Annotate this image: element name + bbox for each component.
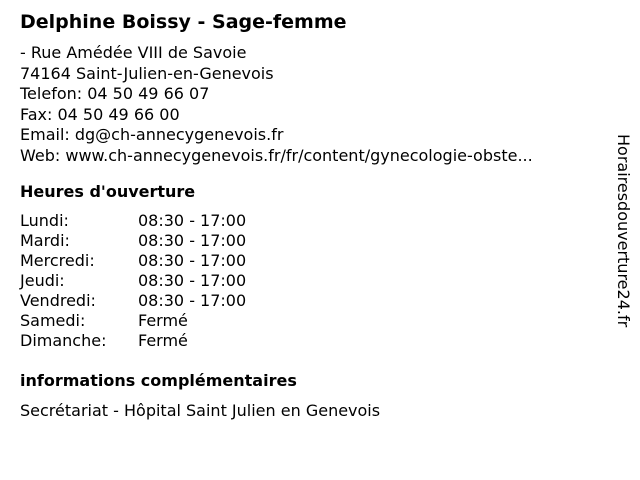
day-label: Jeudi: [20, 271, 65, 290]
hours-row [20, 271, 610, 291]
time-value: 08:30 - 17:00 [138, 291, 247, 310]
hours-heading: Heures d'ouverture [20, 182, 196, 201]
website-link[interactable]: Web: www.ch-annecygenevois.fr/fr/content/gynecologie-obste... [20, 145, 533, 165]
day-label: Mercredi: [20, 251, 95, 270]
phone-number[interactable]: Telefon: 04 50 49 66 07 [20, 84, 210, 103]
time-value: 08:30 - 17:00 [138, 271, 247, 290]
time-value: Fermé [138, 311, 188, 330]
day-label: Vendredi: [20, 291, 96, 310]
info-text: Secrétariat - Hôpital Saint Julien en Genevois [20, 401, 381, 420]
day-label: Mardi: [20, 231, 70, 250]
day-label: Dimanche: [20, 331, 107, 350]
day-label: Lundi: [20, 211, 69, 230]
time-value: 08:30 - 17:00 [138, 231, 247, 250]
email-link[interactable]: Email: dg@ch-annecygenevois.fr [20, 125, 284, 144]
day-label: Samedi: [20, 311, 86, 330]
fax-number: Fax: 04 50 49 66 00 [20, 104, 180, 124]
brand-watermark: Horairesdouverture24.fr [614, 134, 633, 328]
time-value: 08:30 - 17:00 [138, 251, 247, 270]
hours-row [20, 231, 610, 251]
hours-row [20, 291, 610, 311]
hours-row [20, 211, 610, 231]
hours-row [20, 251, 610, 271]
contact-block [20, 43, 610, 166]
page-title: Delphine Boissy - Sage-femme [20, 11, 347, 33]
hours-row [20, 331, 610, 351]
hours-row [20, 311, 610, 331]
time-value: 08:30 - 17:00 [138, 211, 247, 230]
city-address: 74164 Saint-Julien-en-Genevois [20, 63, 274, 83]
time-value: Fermé [138, 331, 188, 350]
info-heading: informations complémentaires [20, 371, 297, 390]
street-address: - Rue Amédée VIII de Savoie [20, 43, 247, 62]
listing-card [20, 10, 610, 421]
hours-table [20, 211, 610, 351]
